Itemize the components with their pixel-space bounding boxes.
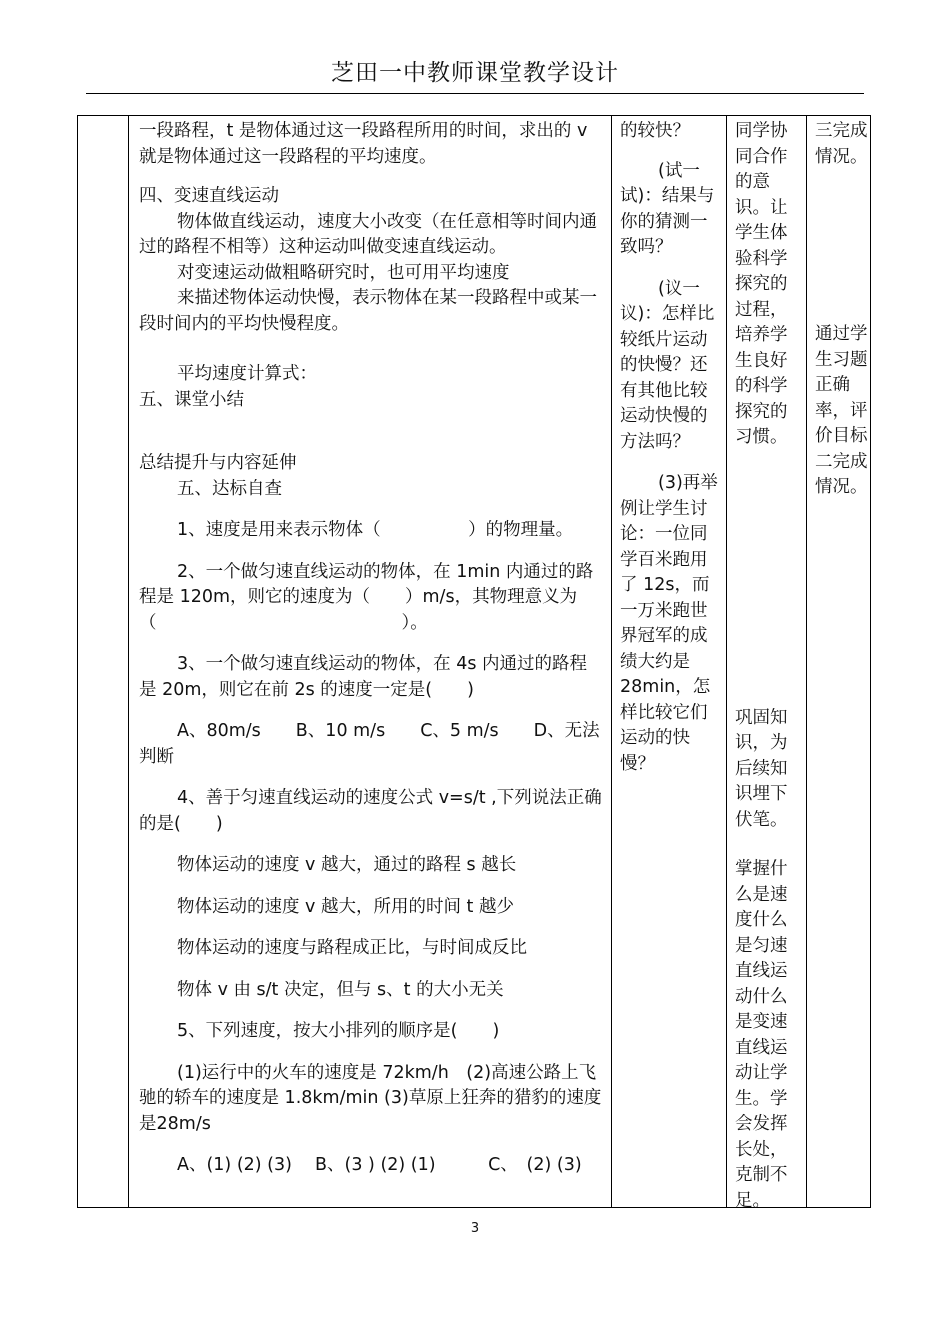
question-1: 1、速度是用来表示物体（ ）的物理量。: [177, 520, 574, 540]
activity-column: [612, 116, 727, 1207]
content-paragraph: 物体做直线运动，速度大小改变（在任意相等时间内通过的路程不相等）这种运动叫做变速直线运动。: [139, 211, 597, 257]
intent-text: 掌握什么是速度什么是匀速直线运动什么是变速直线运动让学生。学会发挥长处，克制不足。: [735, 859, 788, 1211]
assessment-text: 通过学生习题正确率，评价目标二完成情况。: [815, 324, 868, 497]
question-4-option-b: 物体运动的速度 v 越大，所用的时间 t 越少: [177, 896, 514, 917]
question-4-option-c: 物体运动的速度与路程成正比，与时间成反比: [177, 938, 527, 958]
activity-text: (议一议)：怎样比较纸片运动的快慢？还有其他比较运动快慢的方法吗？: [620, 278, 715, 452]
question-2: 2、一个做匀速直线运动的物体，在 1min 内通过的路程是 120m，则它的速度为（ ）m/s，其物理意义为（ ）。: [139, 561, 594, 633]
question-3-options: A、80m/s B、10 m/s C、5 m/s D、无法判断: [139, 721, 600, 767]
question-5-text: (1)运行中的火车的速度是 72km/h (2)高速公路上飞驰的轿车的速度是 1.8km/min (3)草原上狂奔的猎豹的速度是28m/s: [139, 1062, 602, 1134]
question-3: 3、一个做匀速直线运动的物体，在 4s 内通过的路程是 20m，则它在前 2s 的速度一定是( ): [139, 654, 588, 700]
stage-column: [78, 116, 129, 1207]
question-5: 5、下列速度，按大小排列的顺序是( ): [177, 1021, 500, 1041]
intent-column: [727, 116, 807, 1211]
section-heading: 四、变速直线运动: [139, 186, 279, 206]
content-paragraph: 来描述物体运动快慢，表示物体在某一段路程中或某一段时间内的平均快慢程度。: [139, 288, 597, 334]
question-4-option-d: 物体 v 由 s/t 决定，但与 s、t 的大小无关: [177, 979, 504, 1000]
section-heading: 五、达标自查: [177, 478, 282, 499]
assessment-column: [807, 116, 870, 1207]
intent-text: 同学协同合作的意识。让学生体验科学探究的过程，培养学生良好的科学探究的习惯。: [735, 121, 788, 447]
intent-text: 巩固知识，为后续知识埋下伏笔。: [735, 707, 788, 830]
page-title: 芝田一中教师课堂教学设计: [331, 60, 619, 86]
activity-text: (试一试)：结果与你的猜测一致吗？: [620, 160, 715, 257]
content-paragraph: 对变速运动做粗略研究时，也可用平均速度: [177, 262, 510, 283]
section-heading: 五、课堂小结: [139, 389, 244, 410]
question-4: 4、善于匀速直线运动的速度公式 v=s/t ,下列说法正确的是( ): [139, 788, 602, 834]
content-paragraph: 一段路程，t 是物体通过这一段路程所用的时间，求出的 v 就是物体通过这一段路程的平均速度。: [139, 121, 588, 167]
assessment-text: 三完成情况。: [815, 121, 868, 167]
formula-label: 平均速度计算式：: [177, 364, 317, 384]
lesson-design-table: [77, 115, 871, 1211]
section-heading: 总结提升与内容延伸: [139, 453, 297, 473]
activity-text: (3)再举例让学生讨论：一位同学百米跑用了 12s，而一万米跑世界冠军的成绩大约是28min，怎样比较它们运动的快慢？: [620, 473, 718, 774]
page-number: 3: [470, 1221, 480, 1236]
activity-text: 的较快？: [620, 121, 690, 141]
question-5-options: A、(1) (2) (3) B、(3 ) (2) (1) C、 (2) (3): [177, 1155, 582, 1175]
header-divider: [86, 93, 864, 94]
content-column: [129, 116, 612, 1207]
question-4-option-a: 物体运动的速度 v 越大，通过的路程 s 越长: [177, 855, 517, 875]
